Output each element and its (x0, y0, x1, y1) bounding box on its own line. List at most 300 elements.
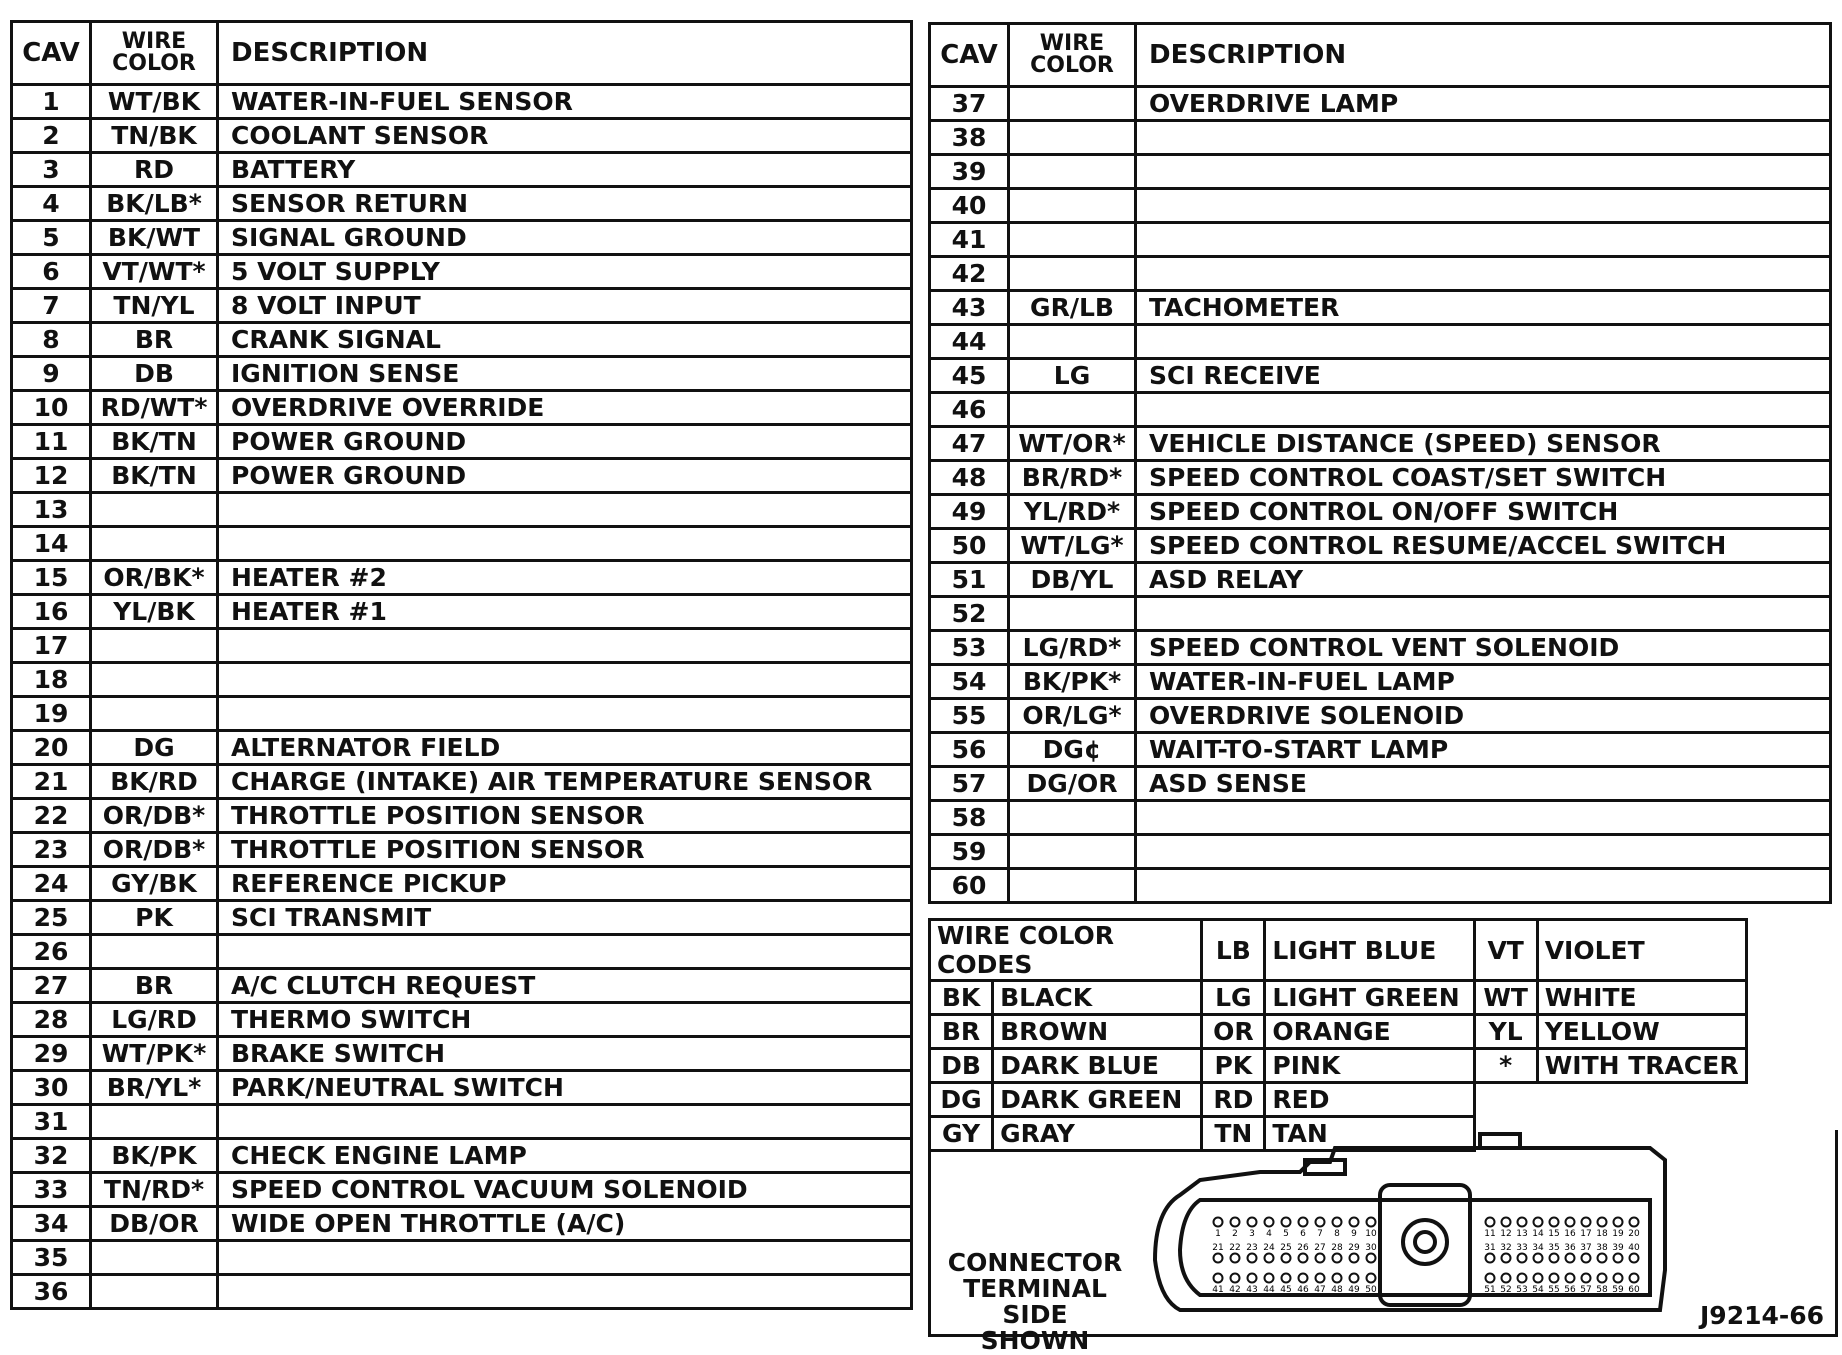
wire-color-cell: DB/OR (91, 1207, 218, 1241)
table-row (12, 969, 912, 1003)
wire-color-cell: GR/LB (1009, 291, 1136, 325)
cav-cell: 17 (12, 629, 91, 663)
pin-label: 26 (1297, 1243, 1309, 1253)
description-cell: SPEED CONTROL ON/OFF SWITCH (1136, 495, 1831, 529)
connector-pin (1350, 1218, 1359, 1227)
description-cell: CHECK ENGINE LAMP (218, 1139, 912, 1173)
table-row (12, 799, 912, 833)
code-abbr: LB (1202, 920, 1265, 981)
pin-label: 33 (1516, 1243, 1528, 1253)
wire-color-cell: TN/YL (91, 289, 218, 323)
description-cell: HEATER #2 (218, 561, 912, 595)
connector-pin (1582, 1254, 1591, 1263)
code-name: VIOLET (1537, 920, 1746, 981)
cav-cell: 1 (12, 85, 91, 119)
cav-cell: 23 (12, 833, 91, 867)
cav-cell: 3 (12, 153, 91, 187)
pin-label: 11 (1484, 1229, 1496, 1239)
connector-pin (1614, 1274, 1623, 1283)
code-name: WHITE (1537, 981, 1746, 1015)
cav-cell: 35 (12, 1241, 91, 1275)
cav-cell: 45 (930, 359, 1009, 393)
table-row (930, 325, 1831, 359)
description-cell: TACHOMETER (1136, 291, 1831, 325)
connector-caption (930, 1250, 1140, 1354)
code-abbr: PK (1202, 1049, 1265, 1083)
table-row (930, 427, 1831, 461)
code-name: WITH TRACER (1537, 1049, 1746, 1083)
cav-cell: 55 (930, 699, 1009, 733)
pin-label: 4 (1266, 1229, 1272, 1239)
wire-color-cell: BR/YL* (91, 1071, 218, 1105)
pin-label: 55 (1548, 1285, 1560, 1295)
code-abbr: YL (1474, 1015, 1537, 1049)
connector-pin (1630, 1218, 1639, 1227)
cav-cell: 5 (12, 221, 91, 255)
pin-label: 56 (1564, 1285, 1576, 1295)
pin-label: 5 (1283, 1229, 1289, 1239)
cav-cell: 42 (930, 257, 1009, 291)
description-cell (1136, 223, 1831, 257)
connector-pin (1316, 1274, 1325, 1283)
pin-label: 21 (1212, 1243, 1224, 1253)
cav-cell: 38 (930, 121, 1009, 155)
cav-cell: 20 (12, 731, 91, 765)
table-row (12, 731, 912, 765)
pin-label: 40 (1628, 1243, 1640, 1253)
table-row (930, 835, 1831, 869)
table-row (930, 359, 1831, 393)
code-abbr: RD (1202, 1083, 1265, 1117)
connector-pin (1598, 1218, 1607, 1227)
description-cell: ASD SENSE (1136, 767, 1831, 801)
description-cell: WAIT-TO-START LAMP (1136, 733, 1831, 767)
pin-label: 6 (1300, 1229, 1306, 1239)
wire-color-cell: BR (91, 969, 218, 1003)
pin-label: 16 (1564, 1229, 1576, 1239)
pin-label: 60 (1628, 1285, 1640, 1295)
connector-pin (1282, 1274, 1291, 1283)
pinout-table-left (10, 20, 913, 1310)
description-cell: BRAKE SWITCH (218, 1037, 912, 1071)
wire-color-cell: LG/RD (91, 1003, 218, 1037)
wire-color-cell: DB (91, 357, 218, 391)
cav-cell: 29 (12, 1037, 91, 1071)
connector-pin (1566, 1254, 1575, 1263)
wire-color-cell (91, 935, 218, 969)
table-row (12, 697, 912, 731)
connector-pin (1333, 1254, 1342, 1263)
description-cell: SPEED CONTROL VENT SOLENOID (1136, 631, 1831, 665)
cav-cell: 54 (930, 665, 1009, 699)
wire-color-cell: OR/DB* (91, 799, 218, 833)
header-wire-color: WIRE COLOR (1009, 24, 1136, 87)
pin-label: 43 (1246, 1285, 1258, 1295)
code-name: TAN (1265, 1117, 1474, 1151)
header-cav: CAV (930, 24, 1009, 87)
connector-pin (1214, 1274, 1223, 1283)
connector-pin (1367, 1218, 1376, 1227)
description-cell: THERMO SWITCH (218, 1003, 912, 1037)
table-row (12, 289, 912, 323)
pin-label: 20 (1628, 1229, 1640, 1239)
pin-label: 27 (1314, 1243, 1326, 1253)
cav-cell: 19 (12, 697, 91, 731)
connector-pin (1282, 1218, 1291, 1227)
connector-pin (1265, 1274, 1274, 1283)
wire-color-cell: WT/BK (91, 85, 218, 119)
connector-pin (1333, 1274, 1342, 1283)
table-row (12, 629, 912, 663)
code-abbr: VT (1474, 920, 1537, 981)
cav-cell: 11 (12, 425, 91, 459)
wire-color-cell (1009, 801, 1136, 835)
wire-color-cell (91, 1241, 218, 1275)
table-row (12, 85, 912, 119)
connector-pin (1367, 1274, 1376, 1283)
cav-cell: 30 (12, 1071, 91, 1105)
pin-label: 34 (1532, 1243, 1544, 1253)
table-row (12, 765, 912, 799)
code-abbr: * (1474, 1049, 1537, 1083)
code-abbr: LG (1202, 981, 1265, 1015)
codes-title: WIRE COLOR CODES (930, 920, 1202, 981)
wire-color-cell: BR (91, 323, 218, 357)
wire-color-cell: BK/WT (91, 221, 218, 255)
connector-pin (1550, 1274, 1559, 1283)
connector-pin (1518, 1254, 1527, 1263)
header-cav: CAV (12, 22, 91, 85)
description-cell (218, 1275, 912, 1309)
description-cell (1136, 869, 1831, 903)
codes-row (930, 1049, 1747, 1083)
cav-cell: 40 (930, 189, 1009, 223)
connector-pin (1518, 1218, 1527, 1227)
description-cell: ALTERNATOR FIELD (218, 731, 912, 765)
cav-cell: 26 (12, 935, 91, 969)
cav-cell: 16 (12, 595, 91, 629)
cav-cell: 8 (12, 323, 91, 357)
pin-label: 17 (1580, 1229, 1592, 1239)
cav-cell: 60 (930, 869, 1009, 903)
wire-color-cell (1009, 869, 1136, 903)
wire-color-cell: BK/RD (91, 765, 218, 799)
wire-color-cell (91, 629, 218, 663)
cav-cell: 9 (12, 357, 91, 391)
pin-label: 7 (1317, 1229, 1323, 1239)
description-cell: ASD RELAY (1136, 563, 1831, 597)
cav-cell: 36 (12, 1275, 91, 1309)
pin-label: 29 (1348, 1243, 1360, 1253)
wire-color-cell: BK/PK* (1009, 665, 1136, 699)
description-cell: SCI TRANSMIT (218, 901, 912, 935)
cav-cell: 44 (930, 325, 1009, 359)
connector-pin (1534, 1218, 1543, 1227)
header-wire-color: WIRE COLOR (91, 22, 218, 85)
description-cell: SPEED CONTROL VACUUM SOLENOID (218, 1173, 912, 1207)
table-row (930, 665, 1831, 699)
cav-cell: 12 (12, 459, 91, 493)
table-row (930, 495, 1831, 529)
table-row (12, 935, 912, 969)
code-abbr: TN (1202, 1117, 1265, 1151)
connector-pin (1265, 1254, 1274, 1263)
wire-color-cell (1009, 393, 1136, 427)
connector-pin (1566, 1274, 1575, 1283)
wire-color-cell: BK/TN (91, 459, 218, 493)
connector-pin (1534, 1274, 1543, 1283)
wire-color-cell: DG¢ (1009, 733, 1136, 767)
connector-pin (1486, 1274, 1495, 1283)
description-cell: REFERENCE PICKUP (218, 867, 912, 901)
description-cell: SIGNAL GROUND (218, 221, 912, 255)
connector-pin (1566, 1218, 1575, 1227)
pin-label: 2 (1232, 1229, 1238, 1239)
description-cell (218, 1241, 912, 1275)
table-row (930, 121, 1831, 155)
cav-cell: 18 (12, 663, 91, 697)
connector-pin (1350, 1274, 1359, 1283)
cav-cell: 47 (930, 427, 1009, 461)
pin-label: 36 (1564, 1243, 1576, 1253)
connector-pin (1630, 1254, 1639, 1263)
header-row (930, 24, 1831, 87)
table-row (12, 119, 912, 153)
description-cell: CRANK SIGNAL (218, 323, 912, 357)
cav-cell: 59 (930, 835, 1009, 869)
code-abbr: BR (930, 1015, 993, 1049)
pin-label: 49 (1348, 1285, 1360, 1295)
wire-color-cell: YL/RD* (1009, 495, 1136, 529)
connector-pin (1231, 1218, 1240, 1227)
pin-label: 35 (1548, 1243, 1560, 1253)
table-row (12, 357, 912, 391)
wire-color-cell: GY/BK (91, 867, 218, 901)
code-name: YELLOW (1537, 1015, 1746, 1049)
table-row (12, 561, 912, 595)
connector-pin (1248, 1274, 1257, 1283)
caption-line: SHOWN (980, 1326, 1090, 1355)
table-row (930, 631, 1831, 665)
table-row (12, 425, 912, 459)
description-cell (218, 697, 912, 731)
wire-color-cell (1009, 87, 1136, 121)
pin-label: 44 (1263, 1285, 1275, 1295)
connector-pin (1518, 1274, 1527, 1283)
wire-color-cell (91, 1275, 218, 1309)
connector-pin (1350, 1254, 1359, 1263)
pin-label: 25 (1280, 1243, 1292, 1253)
description-cell (1136, 325, 1831, 359)
cav-cell: 33 (12, 1173, 91, 1207)
cav-cell: 51 (930, 563, 1009, 597)
table-row (12, 595, 912, 629)
table-row (12, 833, 912, 867)
description-cell (218, 1105, 912, 1139)
description-cell: IGNITION SENSE (218, 357, 912, 391)
cav-cell: 52 (930, 597, 1009, 631)
wire-color-cell: OR/DB* (91, 833, 218, 867)
pin-label: 3 (1249, 1229, 1255, 1239)
connector-pin (1550, 1254, 1559, 1263)
code-name: BROWN (993, 1015, 1202, 1049)
table-row (930, 529, 1831, 563)
code-name: PINK (1265, 1049, 1474, 1083)
table-row (12, 1173, 912, 1207)
description-cell (218, 527, 912, 561)
cav-cell: 25 (12, 901, 91, 935)
drawing-reference: J9214-66 (1700, 1301, 1825, 1330)
pinout-table-right (928, 22, 1832, 904)
description-cell: A/C CLUTCH REQUEST (218, 969, 912, 1003)
table-row (12, 187, 912, 221)
cav-cell: 56 (930, 733, 1009, 767)
description-cell (1136, 155, 1831, 189)
connector-pin (1502, 1218, 1511, 1227)
connector-pins (1212, 1218, 1640, 1296)
table-row (930, 291, 1831, 325)
table-row (12, 901, 912, 935)
code-abbr: GY (930, 1117, 993, 1151)
connector-pin (1248, 1218, 1257, 1227)
code-name: GRAY (993, 1117, 1202, 1151)
header-description (218, 22, 912, 85)
code-abbr: DB (930, 1049, 993, 1083)
description-cell: WIDE OPEN THROTTLE (A/C) (218, 1207, 912, 1241)
table-row (12, 1003, 912, 1037)
table-row (12, 663, 912, 697)
pin-label: 57 (1580, 1285, 1592, 1295)
wire-color-cell (1009, 121, 1136, 155)
table-row (930, 733, 1831, 767)
pin-label: 14 (1532, 1229, 1544, 1239)
cav-cell: 37 (930, 87, 1009, 121)
pin-label: 37 (1580, 1243, 1592, 1253)
codes-row (930, 1015, 1747, 1049)
pin-label: 38 (1596, 1243, 1608, 1253)
table-row (930, 869, 1831, 903)
wire-color-cell (1009, 189, 1136, 223)
description-cell: SPEED CONTROL RESUME/ACCEL SWITCH (1136, 529, 1831, 563)
code-abbr: BK (930, 981, 993, 1015)
cav-cell: 22 (12, 799, 91, 833)
code-name: LIGHT BLUE (1265, 920, 1474, 981)
wire-color-cell: LG/RD* (1009, 631, 1136, 665)
wire-color-cell: YL/BK (91, 595, 218, 629)
pin-label: 22 (1229, 1243, 1241, 1253)
cav-cell: 14 (12, 527, 91, 561)
pin-label: 19 (1612, 1229, 1624, 1239)
cav-cell: 49 (930, 495, 1009, 529)
connector-pin (1502, 1274, 1511, 1283)
cav-cell: 50 (930, 529, 1009, 563)
header-description-text: DESCRIPTION (1149, 40, 1347, 70)
cav-cell: 24 (12, 867, 91, 901)
wire-color-cell (91, 663, 218, 697)
wire-color-cell: BR/RD* (1009, 461, 1136, 495)
table-row (12, 867, 912, 901)
caption-line: CONNECTOR (947, 1248, 1123, 1277)
pin-label: 39 (1612, 1243, 1624, 1253)
wire-color-cell: DG (91, 731, 218, 765)
table-row (930, 563, 1831, 597)
pin-label: 31 (1484, 1243, 1496, 1253)
code-abbr: DG (930, 1083, 993, 1117)
description-cell: COOLANT SENSOR (218, 119, 912, 153)
cav-cell: 46 (930, 393, 1009, 427)
code-name: DARK GREEN (993, 1083, 1202, 1117)
wire-color-cell: LG (1009, 359, 1136, 393)
description-cell: THROTTLE POSITION SENSOR (218, 833, 912, 867)
code-name: ORANGE (1265, 1015, 1474, 1049)
wire-color-cell (91, 697, 218, 731)
description-cell: 8 VOLT INPUT (218, 289, 912, 323)
pin-label: 24 (1263, 1243, 1275, 1253)
pin-label: 12 (1500, 1229, 1512, 1239)
cav-cell: 2 (12, 119, 91, 153)
cav-cell: 58 (930, 801, 1009, 835)
wire-color-cell: RD (91, 153, 218, 187)
connector-pin (1316, 1254, 1325, 1263)
cav-cell: 32 (12, 1139, 91, 1173)
connector-pin (1214, 1254, 1223, 1263)
pin-label: 15 (1548, 1229, 1560, 1239)
description-cell: WATER-IN-FUEL SENSOR (218, 85, 912, 119)
pin-label: 53 (1516, 1285, 1528, 1295)
description-cell: HEATER #1 (218, 595, 912, 629)
pin-label: 23 (1246, 1243, 1258, 1253)
connector-pin (1486, 1218, 1495, 1227)
wire-color-cell: TN/RD* (91, 1173, 218, 1207)
connector-pin (1502, 1254, 1511, 1263)
pin-label: 45 (1280, 1285, 1292, 1295)
description-cell: PARK/NEUTRAL SWITCH (218, 1071, 912, 1105)
description-cell (1136, 835, 1831, 869)
table-row (12, 255, 912, 289)
description-cell: WATER-IN-FUEL LAMP (1136, 665, 1831, 699)
connector-pin (1486, 1254, 1495, 1263)
table-row (930, 767, 1831, 801)
cav-cell: 27 (12, 969, 91, 1003)
table-row (12, 1207, 912, 1241)
cav-cell: 53 (930, 631, 1009, 665)
description-cell: THROTTLE POSITION SENSOR (218, 799, 912, 833)
connector-pin (1598, 1254, 1607, 1263)
wire-color-cell: RD/WT* (91, 391, 218, 425)
table-row (12, 1241, 912, 1275)
wire-color-cell (1009, 325, 1136, 359)
connector-pin (1550, 1218, 1559, 1227)
header-row (12, 22, 912, 85)
caption-line: TERMINAL SIDE (963, 1274, 1107, 1329)
connector-pin (1231, 1254, 1240, 1263)
connector-pin (1367, 1254, 1376, 1263)
pin-label: 58 (1596, 1285, 1608, 1295)
wire-color-cell (1009, 835, 1136, 869)
wire-color-cell (91, 527, 218, 561)
pin-label: 32 (1500, 1243, 1512, 1253)
code-name: LIGHT GREEN (1265, 981, 1474, 1015)
table-row (12, 1071, 912, 1105)
cav-cell: 43 (930, 291, 1009, 325)
table-row (12, 153, 912, 187)
header-description-text: DESCRIPTION (231, 38, 429, 68)
description-cell: POWER GROUND (218, 459, 912, 493)
description-cell: SPEED CONTROL COAST/SET SWITCH (1136, 461, 1831, 495)
pin-label: 46 (1297, 1285, 1309, 1295)
header-description (1136, 24, 1831, 87)
table-row (930, 597, 1831, 631)
